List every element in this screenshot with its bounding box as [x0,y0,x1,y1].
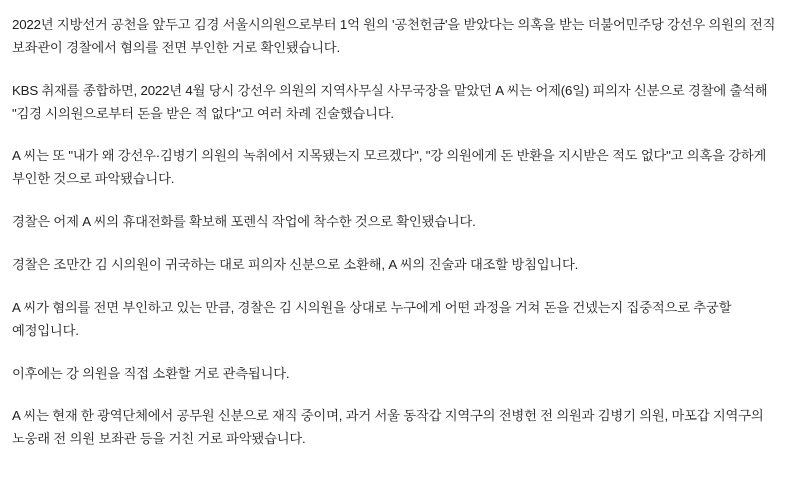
article-paragraph: A 씨는 또 "내가 왜 강선우·김병기 의원의 녹취에서 지목됐는지 모르겠다", "강 의원에게 돈 반환을 지시받은 적도 없다"고 의혹을 강하게 부인한 것으로 파악됐습니다. [12,148,767,187]
article-paragraph: 경찰은 어제 A 씨의 휴대전화를 확보해 포렌식 작업에 착수한 것으로 확인됐습니다. [12,214,476,230]
article-paragraph: A 씨는 현재 한 광역단체에서 공무원 신분으로 재직 중이며, 과거 서울 동작갑 지역구의 전병헌 전 의원과 김병기 의원, 마포갑 지역구의 노웅래 전 의원 보좌관 등을 거친 거로 파악됐습니다. [12,408,764,447]
article-paragraph: 2022년 지방선거 공천을 앞두고 김경 서울시의원으로부터 1억 원의 '공천헌금'을 받았다는 의혹을 받는 더불어민주당 강선우 의원의 전직 보좌관이 경찰에서 혐의를 전면 부인한 거로 확인됐습니다. [12,17,776,55]
article-paragraph: 이후에는 강 의원을 직접 소환할 거로 관측됩니다. [12,365,290,381]
article-paragraph: A 씨가 혐의를 전면 부인하고 있는 만큼, 경찰은 김 시의원을 상대로 누구에게 어떤 과정을 거쳐 돈을 건넸는지 집중적으로 추궁할 예정입니다. [12,299,732,338]
article-paragraph: 경찰은 조만간 김 시의원이 귀국하는 대로 피의자 신분으로 소환해, A 씨의 진술과 대조할 방침입니다. [12,257,579,273]
article-paragraph: KBS 취재를 종합하면, 2022년 4월 당시 강선우 의원의 지역사무실 사무국장을 맡았던 A 씨는 어제(6일) 피의자 신분으로 경찰에 출석해 "김경 시의원으로부터 돈을 받은 적 없다"고 여러 차례 진술했습니다. [12,82,768,121]
